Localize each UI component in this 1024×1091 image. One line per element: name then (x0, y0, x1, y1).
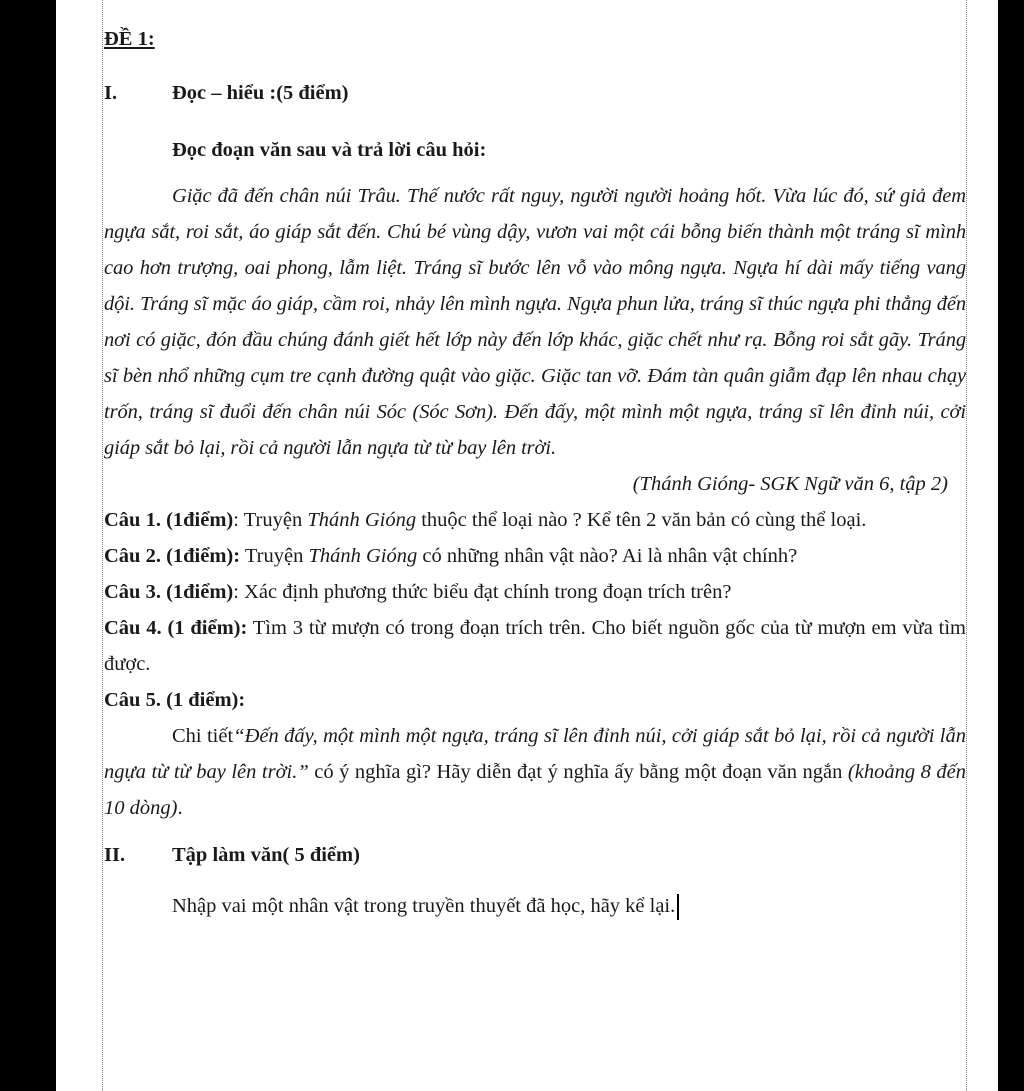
section-1-heading (104, 64, 966, 122)
passage-source: (Thánh Gióng- SGK Ngữ văn 6, tập 2) (632, 473, 948, 495)
question-4-label: Câu 4. (1 điểm): (104, 617, 248, 639)
question-5 (104, 718, 966, 826)
question-1-work-title: Thánh Gióng (307, 509, 417, 531)
question-4-text: Tìm 3 từ mượn có trong đoạn trích trên. Cho biết nguồn gốc của từ mượn em vừa tìm được. (104, 617, 966, 675)
question-5-text-a: Chi tiết (172, 725, 234, 747)
section-1-number: I. (104, 82, 118, 104)
writing-prompt-line (104, 888, 966, 924)
question-1-text-b: thuộc thể loại nào ? Kể tên 2 văn bản có cùng thể loại. (416, 509, 867, 531)
exam-title: ĐỀ 1: (104, 28, 155, 50)
question-5-text-c: . (177, 797, 183, 819)
question-4 (104, 610, 966, 682)
document-body[interactable] (104, 14, 966, 924)
question-3-text: : Xác định phương thức biểu đạt chính trong đoạn trích trên? (233, 581, 732, 603)
question-2-text-b: có những nhân vật nào? Ai là nhân vật chính? (417, 545, 798, 567)
writing-prompt: Nhập vai một nhân vật trong truyền thuyết đã học, hãy kể lại. (172, 895, 676, 917)
question-3-label: Câu 3. (1điểm) (104, 581, 234, 603)
question-5-length-note: (khoảng 8 đến 10 dòng) (104, 761, 966, 819)
question-3 (104, 574, 966, 610)
question-2-work-title: Thánh Gióng (308, 545, 418, 567)
question-1-label: Câu 1. (1điểm) (104, 509, 234, 531)
question-5-text-b: có ý nghĩa gì? Hãy diễn đạt ý nghĩa ấy bằng một đoạn văn ngắn (308, 761, 848, 783)
question-2 (104, 538, 966, 574)
section-2-number: II. (104, 844, 126, 866)
section-2-title: Tập làm văn( 5 điểm) (172, 844, 360, 866)
question-2-label: Câu 2. (1điểm): (104, 545, 241, 567)
reading-passage: Giặc đã đến chân núi Trâu. Thế nước rất nguy, người người hoảng hốt. Vừa lúc đó, sứ giả đem ngựa sắt, roi sắt, áo giáp sắt đến. Chú bé vùng dậy, vươn vai một cái bỗng biến thành một tráng sĩ mình cao hơn trượng, oai phong, lẫm liệt. Tráng sĩ bước lên vỗ vào mông ngựa. Ngựa hí dài mấy tiếng vang dội. Tráng sĩ mặc áo giáp, cầm roi, nhảy lên mình ngựa. Ngựa phun lửa, tráng sĩ thúc ngựa phi thẳng đến nơi có giặc, đón đầu chúng đánh giết hết lớp này đến lớp khác, giặc chết như rạ. Bỗng roi sắt gãy. Tráng sĩ bèn nhổ những cụm tre cạnh đường quật vào giặc. Giặc tan vỡ. Đám tàn quân giẫm đạp lên nhau chạy trốn, tráng sĩ đuổi đến chân núi Sóc (Sóc Sơn). Đến đấy, một mình một ngựa, tráng sĩ lên đỉnh núi, cởi giáp sắt bỏ lại, rồi cả người lẫn ngựa từ từ bay lên trời. (104, 185, 966, 459)
question-1-text-a: : Truyện (233, 509, 308, 531)
question-5-label: Câu 5. (1 điểm): (104, 689, 246, 711)
left-margin-guide (102, 0, 103, 1091)
question-5-quote: “Đến đấy, một mình một ngựa, tráng sĩ lên đỉnh núi, cởi giáp sắt bỏ lại, rồi cả người lẫn ngựa từ từ bay lên trời.” (104, 725, 967, 783)
right-margin-guide (966, 0, 967, 1091)
reading-instruction: Đọc đoạn văn sau và trả lời câu hỏi: (172, 139, 487, 161)
text-cursor[interactable] (677, 894, 679, 920)
section-1-title: Đọc – hiểu :(5 điểm) (172, 82, 349, 104)
question-2-text-a: Truyện (240, 545, 309, 567)
question-1 (104, 502, 966, 538)
section-2-heading (104, 826, 966, 884)
